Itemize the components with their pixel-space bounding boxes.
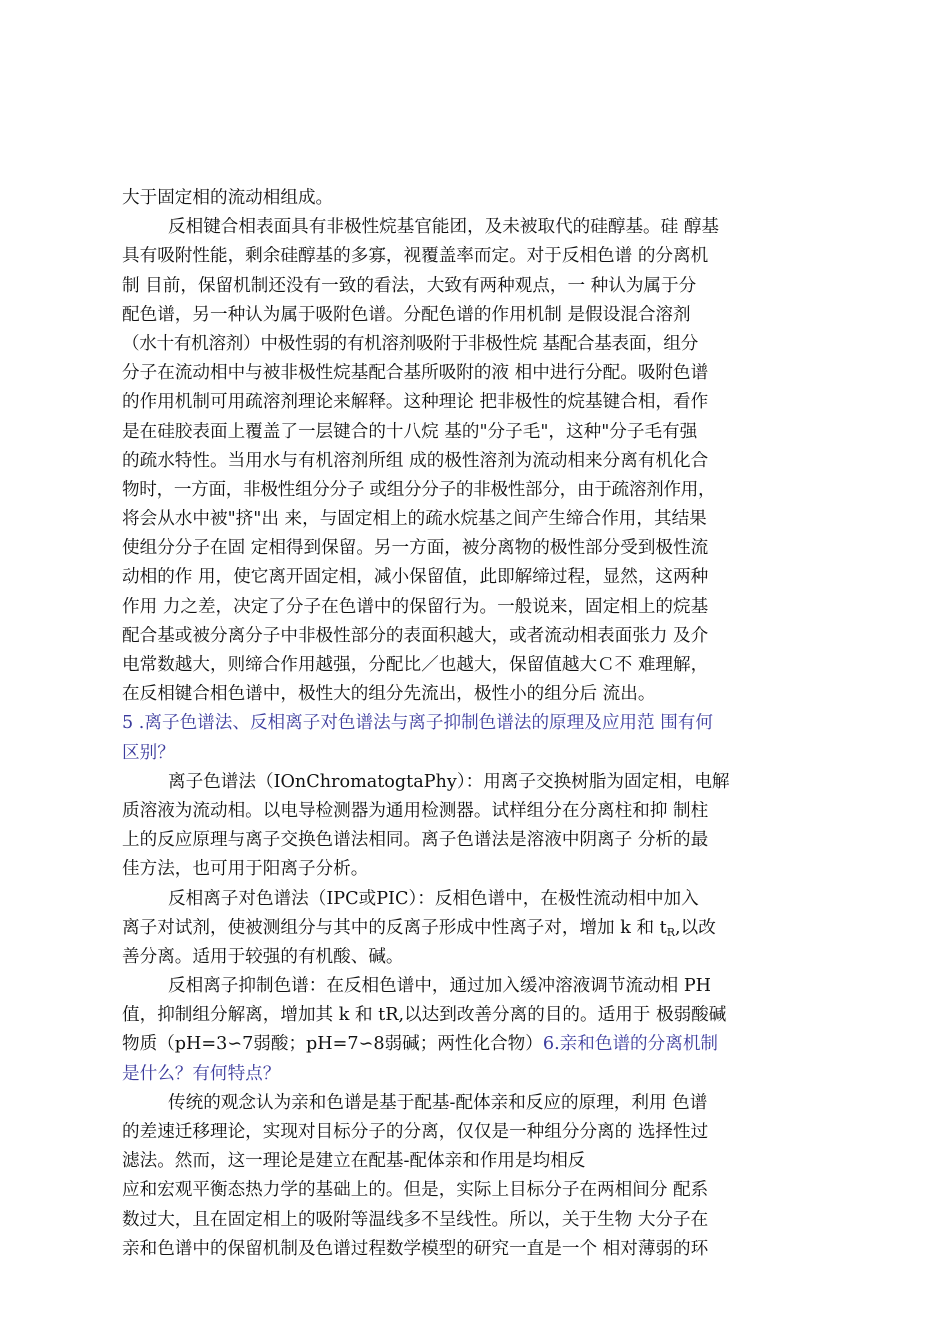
paragraph-start-line: 反相离子抑制色谱：在反相色谱中，通过加入缓冲溶液调节流动相 PH	[168, 976, 711, 997]
text-line: 作用 力之差，决定了分子在色谱中的保留行为。一般说来，固定相上的烷基	[122, 596, 709, 617]
text-line: 的作用机制可用疏溶剂理论来解释。这种理论 把非极性的烷基键合相，看作	[122, 392, 709, 413]
paragraph-start-line: 反相键合相表面具有非极性烷基官能团，及未被取代的硅醇基。硅 醇基	[168, 217, 720, 238]
text-span: 物质（pH=3∽7弱酸；pH=7∽8弱碱；两性化合物）	[122, 1034, 543, 1055]
text-line	[122, 1030, 834, 1059]
paragraph-start-line: 反相离子对色谱法（IPC或PIC）：反相色谱中，在极性流动相中加入	[168, 888, 699, 909]
text-line: 具有吸附性能，剩余硅醇基的多寡，视覆盖率而定。对于反相色谱 的分离机	[122, 246, 709, 267]
text-line: 制 目前，保留机制还没有一致的看法，大致有两种观点，一 种认为属于分	[122, 275, 697, 296]
paragraph-start-line: 传统的观念认为亲和色谱是基于配基-配体亲和反应的原理，利用 色谱	[168, 1092, 708, 1113]
section-heading-q6: 6.亲和色谱的分离机制	[542, 1034, 719, 1055]
text-line: 佳方法，也可用于阳离子分析。	[122, 859, 369, 880]
section-heading-q5-cont: 区别？	[122, 742, 175, 763]
paragraph-start-line: 离子色谱法（IOnChromatogtaPhy）：用离子交换树脂为固定相，电解	[168, 771, 730, 792]
text-line: 善分离。适用于较强的有机酸、碱。	[122, 946, 404, 967]
text-line: 值，抑制组分解离，增加其 k 和 tR,以达到改善分离的目的。适用于 极弱酸碱	[122, 1005, 727, 1026]
subscript-r: R	[666, 925, 676, 939]
text-line: 将会从水中被"挤"出 来，与固定相上的疏水烷基之间产生缔合作用，其结果	[122, 509, 707, 530]
section-heading-q5: 5 .离子色谱法、反相离子对色谱法与离子抑制色谱法的原理及应用范 围有何	[122, 713, 713, 734]
text-line: 电常数越大，则缔合作用越强，分配比／也越大，保留值越大Ｃ不 难理解，	[122, 655, 709, 675]
document-body	[122, 184, 834, 1264]
text-span: 离子对试剂，使被测组分与其中的反离子形成中性离子对，增加 k 和 t	[122, 917, 667, 938]
text-line: 是在硅胶表面上覆盖了一层键合的十八烷 基的"分子毛"，这种"分子毛有强	[122, 421, 698, 442]
text-line: 的差速迁移理论，实现对目标分子的分离，仅仅是一种组分分离的 选择性过	[122, 1122, 709, 1142]
text-line: 大于固定相的流动相组成。	[122, 188, 334, 208]
text-line: （水十有机溶剂）中极性弱的有机溶剂吸附于非极性烷 基配合基表面，组分	[122, 333, 698, 354]
section-heading-q6-cont: 是什么？有何特点？	[122, 1063, 281, 1084]
text-line: 的疏水特性。当用水与有机溶剂所组 成的极性溶剂为流动相来分离有机化合	[122, 450, 709, 471]
text-line: 应和宏观平衡态热力学的基础上的。但是，实际上目标分子在两相间分 配系	[122, 1180, 709, 1201]
text-line: 动相的作 用，使它离开固定相，减小保留值，此即解缔过程，显然，这两种	[122, 567, 709, 588]
text-line: 质溶液为流动相。以电导检测器为通用检测器。试样组分在分离柱和抑 制柱	[122, 800, 709, 821]
text-line: 滤法。然而，这一理论是建立在配基-配体亲和作用是均相反	[122, 1151, 586, 1172]
text-line: 在反相键合相色谱中，极性大的组分先流出，极性小的组分后 流出。	[122, 684, 656, 705]
text-line: 数过大，且在固定相上的吸附等温线多不呈线性。所以，关于生物 大分子在	[122, 1209, 709, 1230]
text-line: 使组分分子在固 定相得到保留。另一方面，被分离物的极性部分受到极性流	[122, 538, 709, 559]
text-line: 亲和色谱中的保留机制及色谱过程数学模型的研究一直是一个 相对薄弱的环	[122, 1238, 709, 1259]
text-span: ,以改	[675, 917, 716, 938]
text-line	[122, 914, 834, 943]
text-line: 分子在流动相中与被非极性烷基配合基所吸附的液 相中进行分配。吸附色谱	[122, 363, 709, 384]
text-line: 物时，一方面，非极性组分分子 或组分分子的非极性部分，由于疏溶剂作用，	[122, 479, 716, 500]
text-line: 上的反应原理与离子交换色谱法相同。离子色谱法是溶液中阴离子 分析的最	[122, 830, 709, 851]
text-line: 配合基或被分离分子中非极性部分的表面积越大，或者流动相表面张力 及介	[122, 625, 709, 646]
text-line: 配色谱，另一种认为属于吸附色谱。分配色谱的作用机制 是假设混合溶剂	[122, 304, 691, 325]
